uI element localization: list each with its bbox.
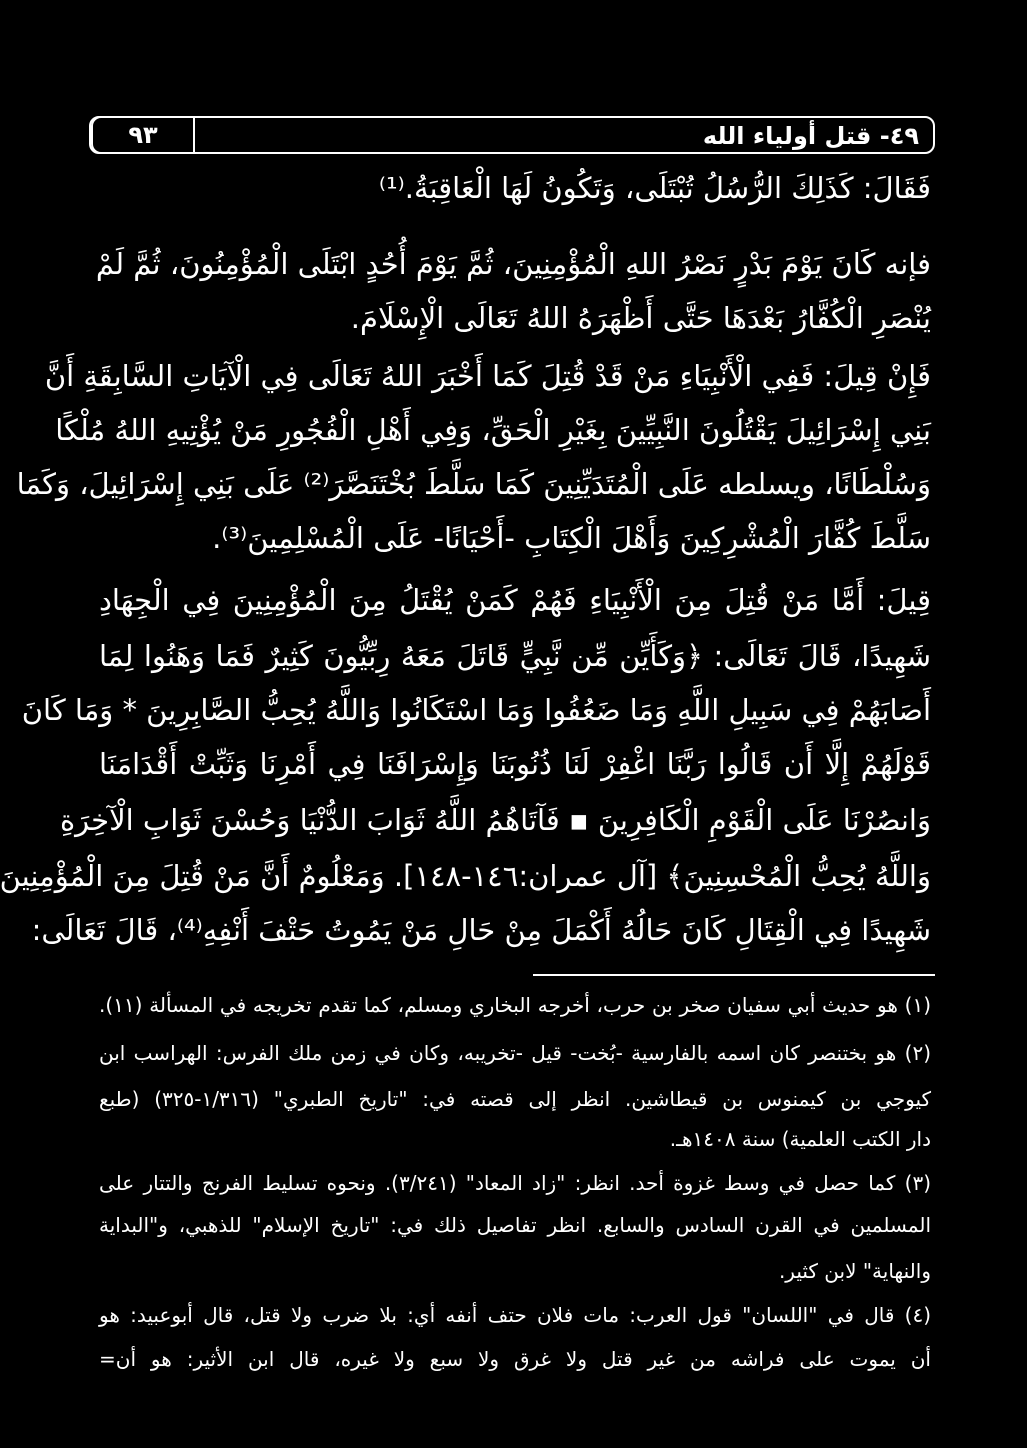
footnote-line: (١) هو حديث أبي سفيان صخر بن حرب، أخرجه البخاري ومسلم، كما تقدم تخريجه في المسألة (١١). xyxy=(99,993,931,1017)
footnote-line: كيوجي بن كيمنوس بن قيطاشين. انظر إلى قصته في: "تاريخ الطبري" (١/٣١٦-٣٢٥) (طبع xyxy=(99,1087,931,1111)
footnote-line: المسلمين في القرن السادس والسابع. انظر تفاصيل ذلك في: "تاريخ الإسلام" للذهبي، و"البداية xyxy=(99,1213,931,1237)
footnote-line: دار الكتب العلمية) سنة ١٤٠٨هـ. xyxy=(669,1127,931,1151)
body-line: فَإِنْ قِيلَ: فَفِي الْأَنْبِيَاءِ مَنْ قَدْ قُتِلَ كَمَا أَخْبَرَ اللهُ تَعَالَى فِي الْآيَاتِ السَّابِقَةِ أَنَّ xyxy=(44,359,931,393)
body-line: وَاللَّهُ يُحِبُّ الْمُحْسِنِينَ﴾ [آل عمران:١٤٦-١٤٨]. وَمَعْلُومٌ أَنَّ مَنْ قُتِلَ مِنَ الْمُؤْمِنِينَ xyxy=(0,859,931,893)
page-number: ٩٣ xyxy=(91,116,195,154)
body-line: فَقَالَ: كَذَلِكَ الرُّسُلُ تُبْتَلَى، وَتَكُونُ لَهَا الْعَاقِبَةُ.⁽¹⁾ xyxy=(378,171,931,205)
footnote-line: (٢) هو بختنصر كان اسمه بالفارسية -بُخت- قيل -تخريبه، وكان في زمن ملك الفرس: الهراسب ابن xyxy=(99,1041,931,1065)
body-line: شَهِيدًا، قَالَ تَعَالَى: ﴿وَكَأَيِّن مِّن نَّبِيٍّ قَاتَلَ مَعَهُ رِبِّيُّونَ كَثِيرٌ فَمَا وَهَنُوا لِمَا xyxy=(99,639,931,673)
body-line: أَصَابَهُمْ فِي سَبِيلِ اللَّهِ وَمَا ضَعُفُوا وَمَا اسْتَكَانُوا وَاللَّهُ يُحِبُّ الصَّابِرِينَ * وَمَا كَانَ xyxy=(21,693,931,727)
body-line: شَهِيدًا فِي الْقِتَالِ كَانَ حَالُهُ أَكْمَلَ مِنْ حَالِ مَنْ يَمُوتُ حَتْفَ أَنْفِهِ⁽⁴⁾، قَالَ تَعَالَى: xyxy=(31,913,931,947)
body-line: قَوْلَهُمْ إِلَّا أَن قَالُوا رَبَّنَا اغْفِرْ لَنَا ذُنُوبَنَا وَإِسْرَافَنَا فِي أَمْرِنَا وَثَبِّتْ أَقْدَامَنَا xyxy=(99,747,931,781)
running-header xyxy=(89,116,935,154)
body-line: فإنه كَانَ يَوْمَ بَدْرٍ نَصْرُ اللهِ الْمُؤْمِنِينَ، ثُمَّ يَوْمَ أُحُدٍ ابْتَلَى الْمُؤْمِنُونَ، ثُمَّ لَمْ xyxy=(95,247,931,281)
footnote-line: (٣) كما حصل في وسط غزوة أحد. انظر: "زاد المعاد" (٣/٢٤١). ونحوه تسليط الفرنج والتتار على xyxy=(99,1171,931,1195)
body-line: سَلَّطَ كُفَّارَ الْمُشْرِكِينَ وَأَهْلَ الْكِتَابِ -أَحْيَانًا- عَلَى الْمُسْلِمِينَ⁽³⁾. xyxy=(212,521,931,555)
footnote-line: والنهاية" لابن كثير. xyxy=(778,1259,931,1283)
footnote-line: أن يموت على فراشه من غير قتل ولا غرق ولا سبع ولا غيره، قال ابن الأثير: هو أن= xyxy=(99,1347,931,1371)
body-line: وَسُلْطَانًا، ويسلطه عَلَى الْمُتَدَيِّنِينَ كَمَا سَلَّطَ بُخْتَنَصَّرَ⁽²⁾ عَلَى بَنِي إِسْرَائِيلَ، وَكَمَا xyxy=(16,467,931,501)
chapter-title: ٤٩- قتل أولياء الله xyxy=(702,122,919,150)
footnote-separator xyxy=(533,974,935,976)
body-line: يُنْصَرِ الْكُفَّارُ بَعْدَهَا حَتَّى أَظْهَرَهُ اللهُ تَعَالَى الْإِسْلَامَ. xyxy=(350,301,931,335)
body-line: قِيلَ: أَمَّا مَنْ قُتِلَ مِنَ الْأَنْبِيَاءِ فَهُمْ كَمَنْ يُقْتَلُ مِنَ الْمُؤْمِنِينَ فِي الْجِهَادِ xyxy=(99,583,931,617)
body-line: وَانصُرْنَا عَلَى الْقَوْمِ الْكَافِرِينَ ▪ فَآتَاهُمُ اللَّهُ ثَوَابَ الدُّنْيَا وَحُسْنَ ثَوَابِ الْآخِرَةِ xyxy=(59,803,931,837)
body-line: بَنِي إِسْرَائِيلَ يَقْتُلُونَ النَّبِيِّينَ بِغَيْرِ الْحَقِّ، وَفِي أَهْلِ الْفُجُورِ مَنْ يُؤْتِيهِ اللهُ مُلْكًا xyxy=(55,413,931,447)
footnote-line: (٤) قال في "اللسان" قول العرب: مات فلان حتف أنفه أي: بلا ضرب ولا قتل، قال أبوعبيد: هو xyxy=(99,1303,931,1327)
